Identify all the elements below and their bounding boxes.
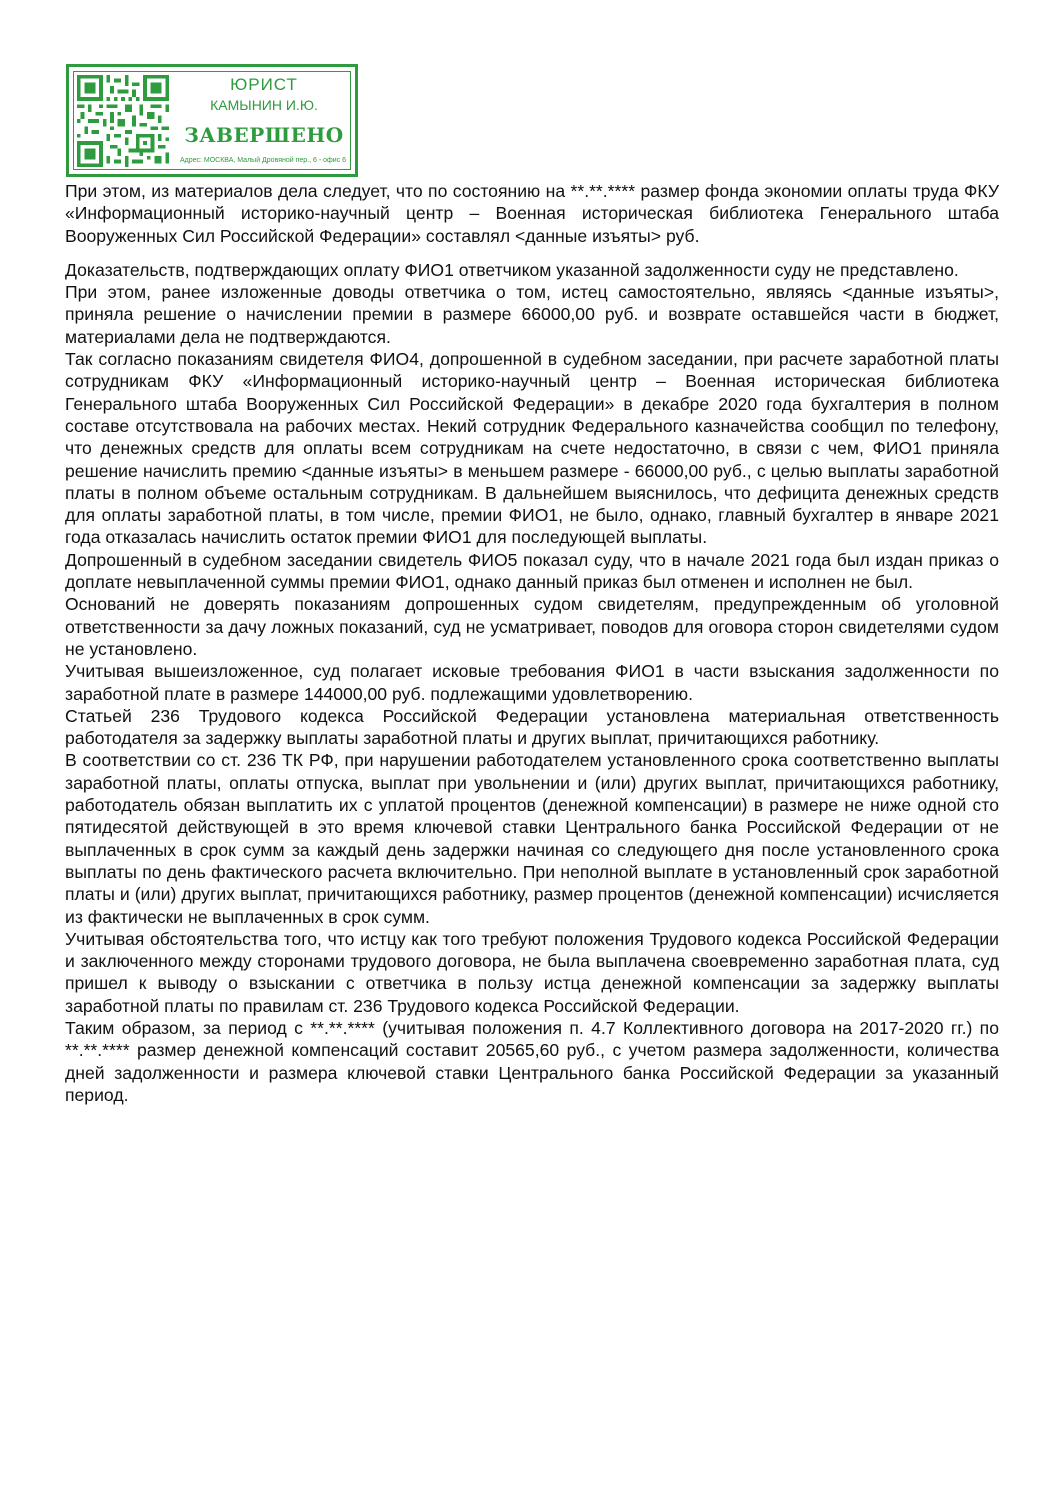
paragraph: При этом, из материалов дела следует, что по состоянию на **.**.**** размер фонда экономии оплаты труда ФКУ «Информационный историко-научный центр – Военная историческая библиотека Генерального штаба Вооруженных Сил Российской Федерации» составлял <данные изъяты> руб.: [65, 181, 999, 246]
paragraph: Таким образом, за период с **.**.**** (учитывая положения п. 4.7 Коллективного договора на 2017-2020 гг.) по **.**.**** размер денежной компенсаций составит 20565,60 руб., с учетом размера задолженности, количества дней задолженности и размера ключевой ставки Центрального банка Российской Федерации за указанный период.: [65, 1017, 999, 1105]
paragraph: Доказательств, подтверждающих оплату ФИО1 ответчиком указанной задолженности суду не представлено.: [65, 259, 959, 280]
paragraph: Учитывая обстоятельства того, что истцу как того требуют положения Трудового кодекса Российской Федерации и заключенного между сторонами трудового договора, не была выплачена своевременно заработная плата, суд пришел к выводу о взыскании с ответчика в пользу истца денежной компенсации за задержку выплаты заработной платы по правилам ст. 236 Трудового кодекса Российской Федерации.: [65, 928, 999, 1016]
qr-code-icon: [77, 75, 169, 167]
paragraph: В соответствии со ст. 236 ТК РФ, при нарушении работодателем установленного срока соответственно выплаты заработной платы, оплаты отпуска, выплат при увольнении и (или) других выплат, причитающихся работнику, работодатель обязан выплатить их с уплатой процентов (денежной компенсации) в размере не ниже одной сто пятидесятой действующей в это время ключевой ставки Центрального банка Российской Федерации от не выплаченных в срок сумм за каждый день задержки начиная со следующего дня после установленного срока выплаты по день фактического расчета включительно. При неполной выплате в установленный срок заработной платы и (или) других выплат, причитающихся работнику, размер процентов (денежной компенсации) исчисляется из фактически не выплаченных в срок сумм.: [65, 750, 999, 927]
paragraph: Оснований не доверять показаниям допрошенных судом свидетелям, предупрежденным об уголовной ответственности за дачу ложных показаний, суд не усматривает, поводов для оговора сторон свидетелями судом не установлено.: [65, 594, 999, 659]
paragraph: Допрошенный в судебном заседании свидетель ФИО5 показал суду, что в начале 2021 года был издан приказ о доплате невыплаченной суммы премии ФИО1, однако данный приказ был отменен и исполнен не был.: [65, 549, 999, 593]
stamp-name: КАМЫНИН И.Ю.: [210, 97, 318, 113]
paragraph: Так согласно показаниям свидетеля ФИО4, допрошенной в судебном заседании, при расчете заработной платы сотрудникам ФКУ «Информационный историко-научный центр – Военная историческая библиотека Генерального штаба Вооруженных Сил Российской Федерации» в декабре 2020 года бухгалтерия в полном составе отсутствовала на рабочих местах. Некий сотрудник Федерального казначейства сообщил по телефону, что денежных средств для оплаты всем сотрудникам на счете недостаточно, в связи с чем, ФИО1 приняла решение начислить премию <данные изъяты> в меньшем размере - 66000,00 руб., с целью выплаты заработной платы в полном объеме остальным сотрудникам. В дальнейшем выяснилось, что дефицита денежных средств для оплаты заработной платы, в том числе, премии ФИО1, не было, однако, главный бухгалтер в январе 2021 года отказалась начислить остаток премии ФИО1 для последующей выплаты.: [65, 349, 999, 548]
stamp-status: ЗАВЕРШЕНО: [184, 123, 344, 147]
lawyer-stamp: [66, 64, 358, 177]
paragraph: При этом, ранее изложенные доводы ответчика о том, истец самостоятельно, являясь <данные изъяты>, приняла решение о начислении премии в размере 66000,00 руб. и возврате оставшейся части в бюджет, материалами дела не подтверждаются.: [65, 282, 999, 347]
document-body: [65, 180, 999, 1106]
paragraph: Учитывая вышеизложенное, суд полагает исковые требования ФИО1 в части взыскания задолженности по заработной плате в размере 144000,00 руб. подлежащими удовлетворению.: [65, 661, 999, 704]
paragraph: Статьей 236 Трудового кодекса Российской Федерации установлена материальная ответственность работодателя за задержку выплаты заработной платы и других выплат, причитающихся работнику.: [65, 705, 999, 749]
stamp-title: ЮРИСТ: [230, 75, 298, 94]
stamp-address: Адрес: МОСКВА, Малый Дровяной пер., 6 - офис 6: [179, 157, 347, 164]
